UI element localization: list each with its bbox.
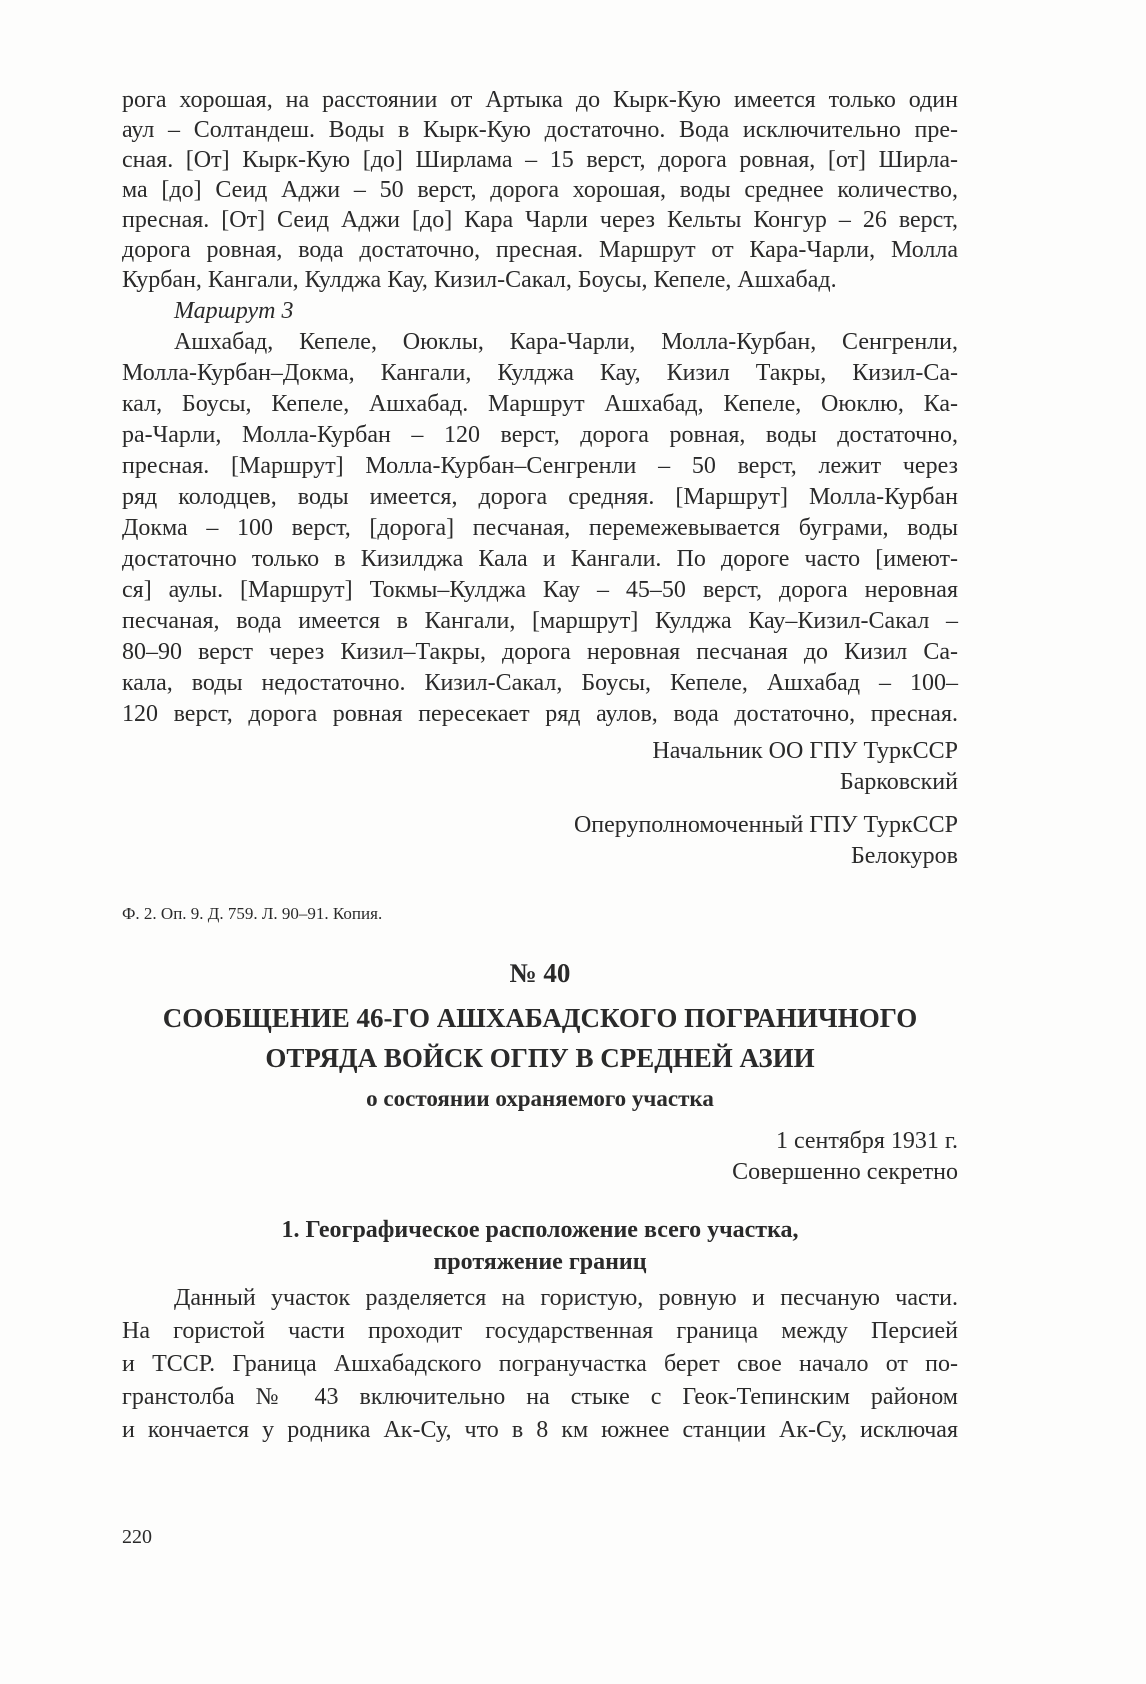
route-3-section — [122, 296, 958, 730]
title-line: ОТРЯДА ВОЙСК ОГПУ В СРЕДНЕЙ АЗИИ — [265, 1043, 815, 1073]
section-heading — [122, 1214, 958, 1278]
text-line: ряд колодцев, воды имеется, дорога средняя. [Маршрут] Молла-Курбан — [122, 484, 958, 510]
document-subtitle: о состоянии охраняемого участка — [366, 1086, 714, 1111]
text-line: ра-Чарли, Молла-Курбан – 120 верст, дорога ровная, воды достаточно, — [122, 422, 958, 448]
route-3-heading: Маршрут 3 — [174, 298, 294, 324]
text-line: кала, воды недостаточно. Кизил-Сакал, Боусы, Кепеле, Ашхабад – 100– — [122, 670, 958, 696]
classification: Совершенно секретно — [732, 1159, 958, 1185]
text-line: Курбан, Кангали, Кулджа Кау, Кизил-Сакал, Боусы, Кепеле, Ашхабад. — [122, 267, 837, 293]
text-line: Докма – 100 верст, [дорога] песчаная, перемежевывается буграми, воды — [122, 515, 958, 541]
text-line: гранстолба № 43 включительно на стыке с Геок-Тепинским районом — [122, 1384, 958, 1410]
signature-title: Начальник ОО ГПУ ТуркССР — [652, 738, 958, 764]
text-line: кал, Боусы, Кепеле, Ашхабад. Маршрут Ашхабад, Кепеле, Оюклю, Ка- — [122, 391, 958, 417]
signature-title: Оперуполномоченный ГПУ ТуркССР — [573, 812, 958, 838]
document-date: 1 сентября 1931 г. — [775, 1128, 958, 1154]
section-paragraph — [122, 1282, 958, 1447]
text-line: пресная. [От] Сеид Аджи [до] Кара Чарли через Кельты Конгур – 26 верст, — [122, 207, 958, 233]
heading-line: 1. Географическое расположение всего участка, — [281, 1217, 799, 1243]
text-line: пресная. [Маршрут] Молла-Курбан–Сенгренли – 50 верст, лежит через — [122, 453, 958, 479]
heading-line: протяжение границ — [433, 1249, 647, 1275]
text-line: 80–90 верст через Кизил–Такры, дорога неровная песчаная до Кизил Са- — [122, 639, 958, 665]
text-line: ся] аулы. [Маршрут] Токмы–Кулджа Кау – 45–50 верст, дорога неровная — [122, 577, 958, 603]
document-number: № 40 — [509, 958, 571, 988]
text-line: и ТССР. Граница Ашхабадского погранучастка берет свое начало от по- — [122, 1351, 958, 1377]
text-line: сная. [От] Кырк-Кую [до] Ширлама – 15 верст, дорога ровная, [от] Ширла- — [122, 147, 958, 173]
text-line: и кончается у родника Ак-Су, что в 8 км южнее станции Ак-Су, исключая — [122, 1417, 958, 1443]
document-title — [100, 998, 980, 1078]
text-line: На гористой части проходит государственная граница между Персией — [122, 1318, 958, 1344]
text-line: песчаная, вода имеется в Кангали, [маршрут] Кулджа Кау–Кизил-Сакал – — [122, 608, 958, 634]
text-line: достаточно только в Кизилджа Кала и Кангали. По дороге часто [имеют- — [122, 546, 958, 572]
archive-reference: Ф. 2. Оп. 9. Д. 759. Л. 90–91. Копия. — [122, 904, 383, 923]
text-line: рога хорошая, на расстоянии от Артыка до Кырк-Кую имеется только один — [122, 87, 958, 113]
continuation-paragraph — [122, 85, 958, 295]
signature-1 — [122, 736, 958, 798]
text-line: Данный участок разделяется на гористую, ровную и песчаную части. — [174, 1285, 958, 1311]
signature-2 — [122, 810, 958, 872]
text-line: дорога ровная, вода достаточно, пресная. Маршрут от Кара-Чарли, Молла — [122, 237, 958, 263]
text-line: ма [до] Сеид Аджи – 50 верст, дорога хорошая, воды среднее количество, — [122, 177, 958, 203]
page-number: 220 — [122, 1526, 152, 1548]
signature-name: Барковский — [839, 769, 958, 795]
signature-name: Белокуров — [850, 843, 958, 869]
title-line: СООБЩЕНИЕ 46-ГО АШХАБАДСКОГО ПОГРАНИЧНОГО — [162, 1003, 918, 1033]
text-line: Молла-Курбан–Докма, Кангали, Кулджа Кау, Кизил Такры, Кизил-Са- — [122, 360, 958, 386]
text-line: Ашхабад, Кепеле, Оюклы, Кара-Чарли, Молла-Курбан, Сенгренли, — [174, 329, 958, 355]
text-line: аул – Солтандеш. Воды в Кырк-Кую достаточно. Вода исключительно пре- — [122, 117, 958, 143]
text-line: 120 верст, дорога ровная пересекает ряд аулов, вода достаточно, пресная. — [122, 701, 958, 727]
